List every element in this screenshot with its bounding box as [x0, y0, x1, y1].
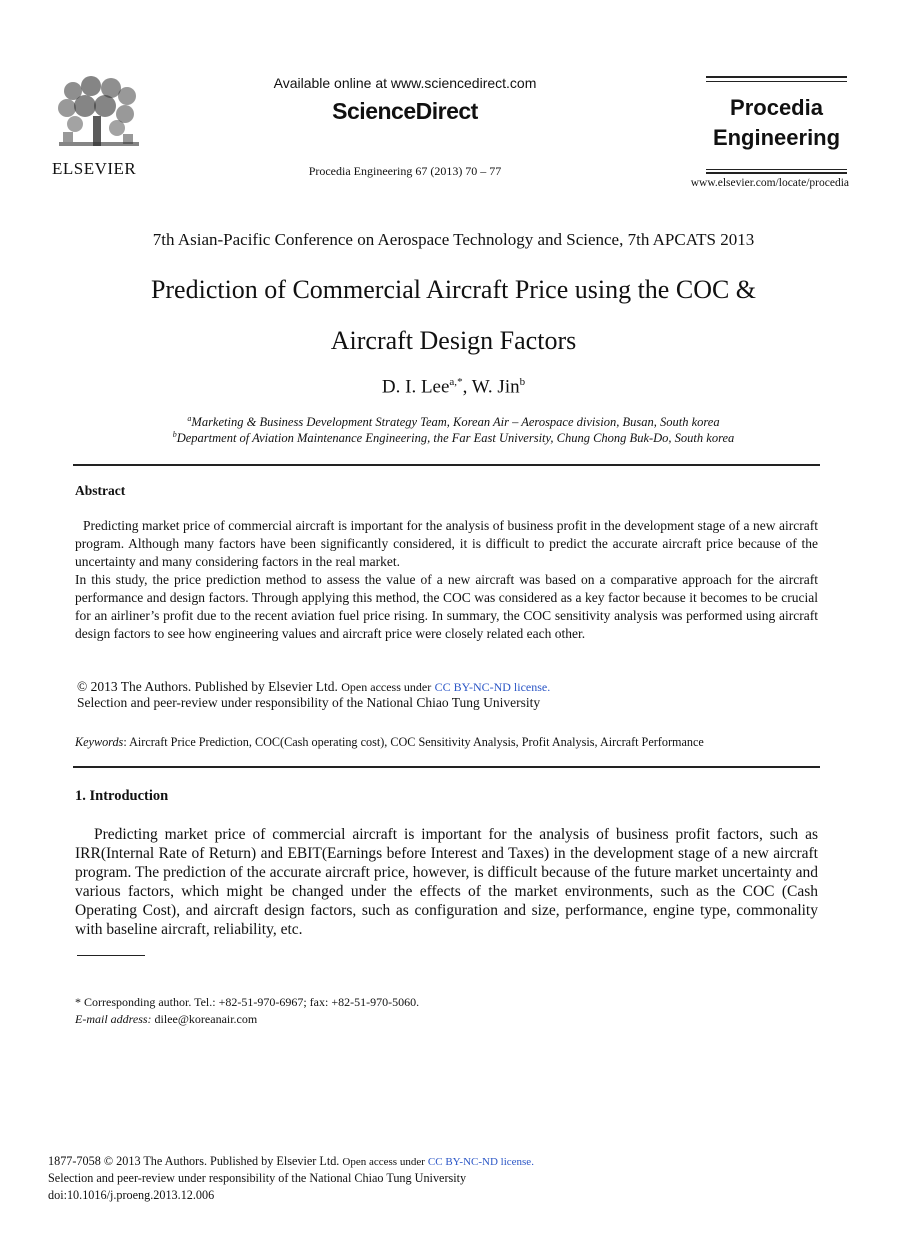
- email-label: E-mail address:: [75, 1012, 152, 1026]
- abstract-divider: [73, 766, 820, 768]
- footer-issn: 1877-7058 © 2013 The Authors. Published by Elsevier Ltd. Open access under CC BY-NC-ND license.: [48, 1154, 534, 1168]
- available-online: Available online at www.sciencedirect.com: [273, 75, 537, 91]
- footer-doi[interactable]: doi:10.1016/j.proeng.2013.12.006: [48, 1188, 215, 1202]
- email-address[interactable]: dilee@koreanair.com: [151, 1012, 258, 1026]
- authors: [40, 376, 867, 398]
- elsevier-tree-logo: [53, 76, 143, 156]
- license-link[interactable]: CC BY-NC-ND license.: [434, 680, 551, 694]
- author-1-sup: a,*: [449, 376, 463, 388]
- procedia-title-2: Engineering: [712, 125, 841, 150]
- email-line: [75, 1012, 257, 1027]
- abstract-heading: Abstract: [75, 483, 126, 498]
- keywords-text: : Aircraft Price Prediction, COC(Cash operating cost), COC Sensitivity Analysis, Profit Analysis, Aircraft Performance: [123, 735, 704, 749]
- journal-ref: Procedia Engineering 67 (2013) 70 – 77: [308, 164, 502, 178]
- introduction-paragraph: Predicting market price of commercial aircraft is important for the analysis of business profit factors, such as IRR(Internal Rate of Return) and EBIT(Earnings before Interest and Taxes) in the development stage of a new aircraft program. The prediction of the accurate aircraft price, however, is difficult because of the future market uncertainty and various factors, which might be changed under the effects of the market environments, such as the COC (Cash Operating Cost), and aircraft design factors, such as configuration and size, performance, engine type, commonality with baseline aircraft, reliability, etc.: [75, 826, 818, 938]
- open-access-label: Open access under: [341, 680, 432, 694]
- peer-review-line: Selection and peer-review under responsibility of the National Chiao Tung University: [77, 695, 541, 710]
- elsevier-wordmark: ELSEVIER: [52, 159, 137, 178]
- keywords-label: Keywords: [75, 735, 124, 749]
- procedia-bottom-rule-1: [706, 169, 847, 170]
- paper-title-line-2: Aircraft Design Factors: [330, 326, 577, 355]
- paper-title-line-1: Prediction of Commercial Aircraft Price using the COC &: [150, 275, 757, 304]
- affiliation-a: $^a$Marketing & Business Development Strategy Team, Korean Air – Aerospace division, Busan, South korea: [187, 414, 720, 430]
- affiliation-b: $^b$Department of Aviation Maintenance Engineering, the Far East University, Chung Chong Buk-Do, South korea: [172, 430, 735, 446]
- keywords-line: [75, 735, 704, 750]
- footnote-rule: [77, 955, 145, 956]
- sciencedirect-logo: ScienceDirect: [332, 98, 478, 124]
- corresponding-author: * Corresponding author. Tel.: +82-51-970-6967; fax: +82-51-970-5060.: [75, 995, 420, 1009]
- introduction-heading: 1. Introduction: [75, 788, 169, 804]
- title-divider: [73, 464, 820, 466]
- author-2: W. Jin: [471, 376, 520, 398]
- footer-license-link[interactable]: CC BY-NC-ND license.: [427, 1156, 534, 1168]
- procedia-title-1: Procedia: [730, 95, 823, 120]
- abstract-paragraph-2: In this study, the price prediction method to assess the value of a new aircraft was based on a comparative approach for the aircraft performance and design factors. Through applying this method, the COC was considered as a key factor because it becomes to be crucial for an airliner’s profit due to the recent aviation fuel price rising. In summary, the COC sensitivity analysis was performed using aircraft design factors to see how engineering values and aircraft price were closely related each other.: [75, 572, 818, 641]
- footer-open-access: Open access under: [342, 1156, 425, 1168]
- procedia-url[interactable]: www.elsevier.com/locate/procedia: [690, 177, 849, 189]
- author-separator: ,: [462, 376, 472, 398]
- footer-peer-review: Selection and peer-review under responsibility of the National Chiao Tung University: [48, 1171, 467, 1185]
- author-1: D. I. Lee: [381, 376, 450, 398]
- procedia-top-rule-1: [706, 76, 847, 78]
- author-2-sup: b: [519, 376, 526, 388]
- conference-name: 7th Asian-Pacific Conference on Aerospace Technology and Science, 7th APCATS 2013: [152, 230, 755, 249]
- procedia-bottom-rule-2: [706, 172, 847, 174]
- copyright-line: © 2013 The Authors. Published by Elsevier Ltd. Open access under CC BY-NC-ND license.: [77, 679, 551, 694]
- procedia-top-rule-2: [706, 81, 847, 82]
- abstract-paragraph-1: Predicting market price of commercial aircraft is important for the analysis of business profit in the development stage of a new aircraft program. Although many factors have been significantly considered, it is difficult to predict the accurate aircraft price because of the uncertainty and many considering factors in the real market.: [75, 518, 818, 569]
